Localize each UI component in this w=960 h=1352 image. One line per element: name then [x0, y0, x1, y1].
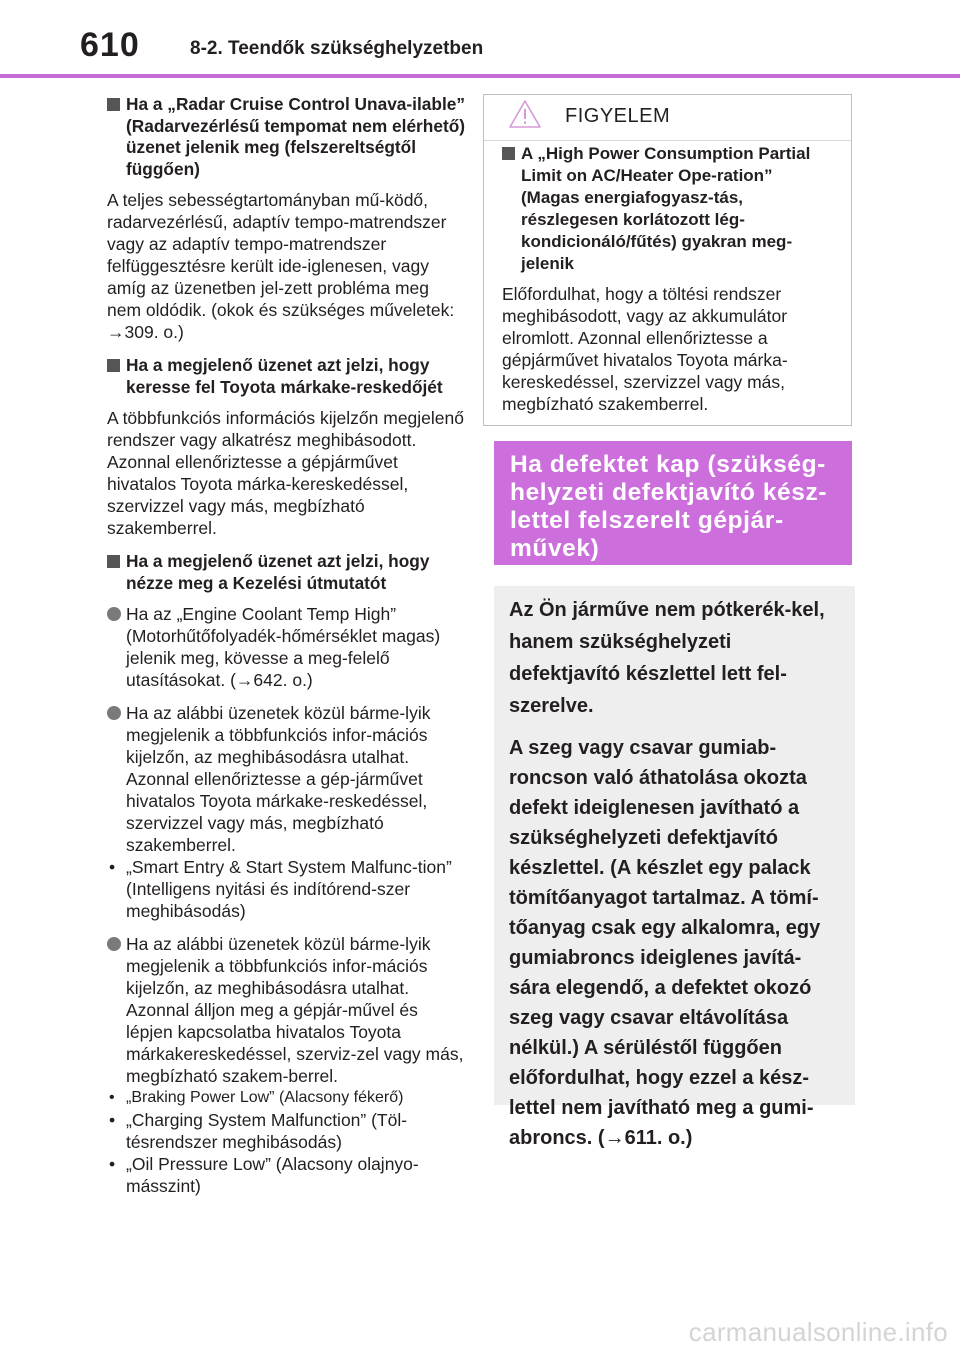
- list-item-text: Ha az alábbi üzenetek közül bárme-lyik megjelenik a többfunkciós infor-mációs kijelzőn, az meghibásodásra utalhat. Azonnal álljon meg a gépjár-művel és lépjen kapcsolatba hivatalos Toyota márkakereskedéssel, szerviz-zel vagy más, megbízható szakem-berrel.: [126, 934, 464, 1086]
- list-item-text: Ha az „Engine Coolant Temp High” (Motorhűtőfolyadék-hőmérséklet magas) jelenik meg, kövesse a meg-felelő utasításokat. (→642. o.): [126, 604, 441, 690]
- paragraph-visit-dealer: A többfunkciós információs kijelzőn megjelenő rendszer vagy alkatrész meghibásodott. Azonnal ellenőriztesse a gépjárművet hivatalos Toyota márka-kereskedéssel, szervizzel vagy más, megbízható szakemberrel.: [107, 408, 464, 538]
- list-item-stop-vehicle: [107, 933, 467, 1087]
- square-bullet-icon: [107, 555, 120, 568]
- paragraph-radar-cruise: A teljes sebességtartományban mű-ködő, radarvezérlésű, adaptív tempo-matrendszer vagy az adaptív tempo-matrendszer felfüggesztésre került ide-iglenesen, vagy amíg az üzenetben jel-zett probléma meg nem oldódik. (okok és szükséges műveletek: →309. o.): [107, 190, 455, 342]
- heading-text: Ha a megjelenő üzenet azt jelzi, hogy nézze meg a Kezelési útmutatót: [126, 551, 430, 593]
- message-list-2: [107, 1087, 467, 1197]
- warning-header: [484, 95, 851, 141]
- warning-triangle-icon: [508, 99, 542, 129]
- bullet-icon: •: [109, 857, 116, 877]
- list-item-coolant: [107, 603, 467, 691]
- heading-radar-cruise: [107, 94, 467, 180]
- left-column: [107, 94, 467, 1208]
- heading-text: A „High Power Consumption Partial Limit on AC/Heater Ope-ration” (Magas energiafogyasz-tás, részlegesen korlátozott lég-kondicionáló/fűtés) gyakran meg-jelenik: [521, 144, 811, 273]
- section-title: 8-2. Teendők szükséghelyzetben: [190, 38, 484, 59]
- page-number: 610: [80, 26, 140, 64]
- info-paragraph-2: A szeg vagy csavar gumiab-roncson való áthatolása okozta defekt ideiglenesen javítható a szükséghelyzeti defektjavító készlettel. (A készlet egy palack tömítőanyagot tartalmaz. A tömí-tőanyag csak egy alkalomra, egy gumiabroncs ideiglenes javítá-sára elegendő, a defektet okozó szeg vagy csavar eltávolítása nélkül.) A sérüléstől függően előfordulhat, hogy ezzel a kész-lettel nem javítható meg a gumi-abroncs. (→611. o.): [509, 737, 821, 1149]
- page-header: [0, 0, 960, 80]
- warning-heading: [502, 143, 832, 275]
- list-item-malfunction: [107, 702, 467, 856]
- heading-text: Ha a megjelenő üzenet azt jelzi, hogy keresse fel Toyota márkake-reskedőjét: [126, 355, 443, 397]
- list-item-text: „Braking Power Low” (Alacsony fékerő): [126, 1089, 404, 1106]
- bullet-icon: •: [109, 1154, 116, 1174]
- warning-content: [502, 143, 832, 427]
- list-item: [107, 1087, 467, 1109]
- list-item: [107, 1153, 467, 1197]
- section-heading-box: Ha defektet kap (szükség-helyzeti defektjavító kész-lettel felszerelt gépjár-művek): [494, 441, 852, 565]
- circle-bullet-icon: [107, 706, 121, 720]
- list-item: [107, 1109, 467, 1153]
- watermark: carmanualsonline.info: [688, 1317, 948, 1347]
- warning-box: [483, 94, 852, 426]
- message-list-1: [107, 856, 467, 922]
- circle-bullet-icon: [107, 607, 121, 621]
- list-item-text: Ha az alábbi üzenetek közül bárme-lyik megjelenik a többfunkciós infor-mációs kijelzőn, az meghibásodásra utalhat. Azonnal ellenőriztesse a gép-járművet hivatalos Toyota márkake-reskedéssel, szervizzel vagy más, megbízható szakemberrel.: [126, 703, 431, 855]
- heading-see-manual: [107, 551, 467, 594]
- square-bullet-icon: [107, 359, 120, 372]
- list-item: [107, 856, 467, 922]
- list-item-text: „Oil Pressure Low” (Alacsony olajnyo-másszint): [126, 1154, 419, 1196]
- square-bullet-icon: [107, 98, 120, 111]
- warning-label: FIGYELEM: [565, 105, 671, 127]
- heading-text: Ha a „Radar Cruise Control Unava-ilable” (Radarvezérlésű tempomat nem elérhető) üzenet jelenik meg (felszereltségtől függően): [126, 94, 466, 179]
- warning-body: Előfordulhat, hogy a töltési rendszer meghibásodott, vagy az akkumulátor elromlott. Azonnal ellenőriztesse a gépjárművet hivatalos Toyota márka-kereskedéssel, szervizzel vagy más, megbízható szakemberrel.: [502, 284, 788, 414]
- list-item-text: „Smart Entry & Start System Malfunc-tion” (Intelligens nyitási és indítórend-szer meghibásodás): [126, 857, 452, 921]
- heading-visit-dealer: [107, 355, 467, 398]
- info-box: [494, 586, 855, 1149]
- bullet-icon: •: [109, 1110, 116, 1130]
- bullet-icon: •: [109, 1089, 115, 1106]
- info-paragraph-1: Az Ön járműve nem pótkerék-kel, hanem szükséghelyzeti defektjavító készlettel lett fel-szerelve.: [509, 599, 825, 717]
- circle-bullet-icon: [107, 937, 121, 951]
- square-bullet-icon: [502, 147, 515, 160]
- list-item-text: „Charging System Malfunction” (Töl-tésrendszer meghibásodás): [126, 1110, 408, 1152]
- header-divider: [0, 74, 960, 78]
